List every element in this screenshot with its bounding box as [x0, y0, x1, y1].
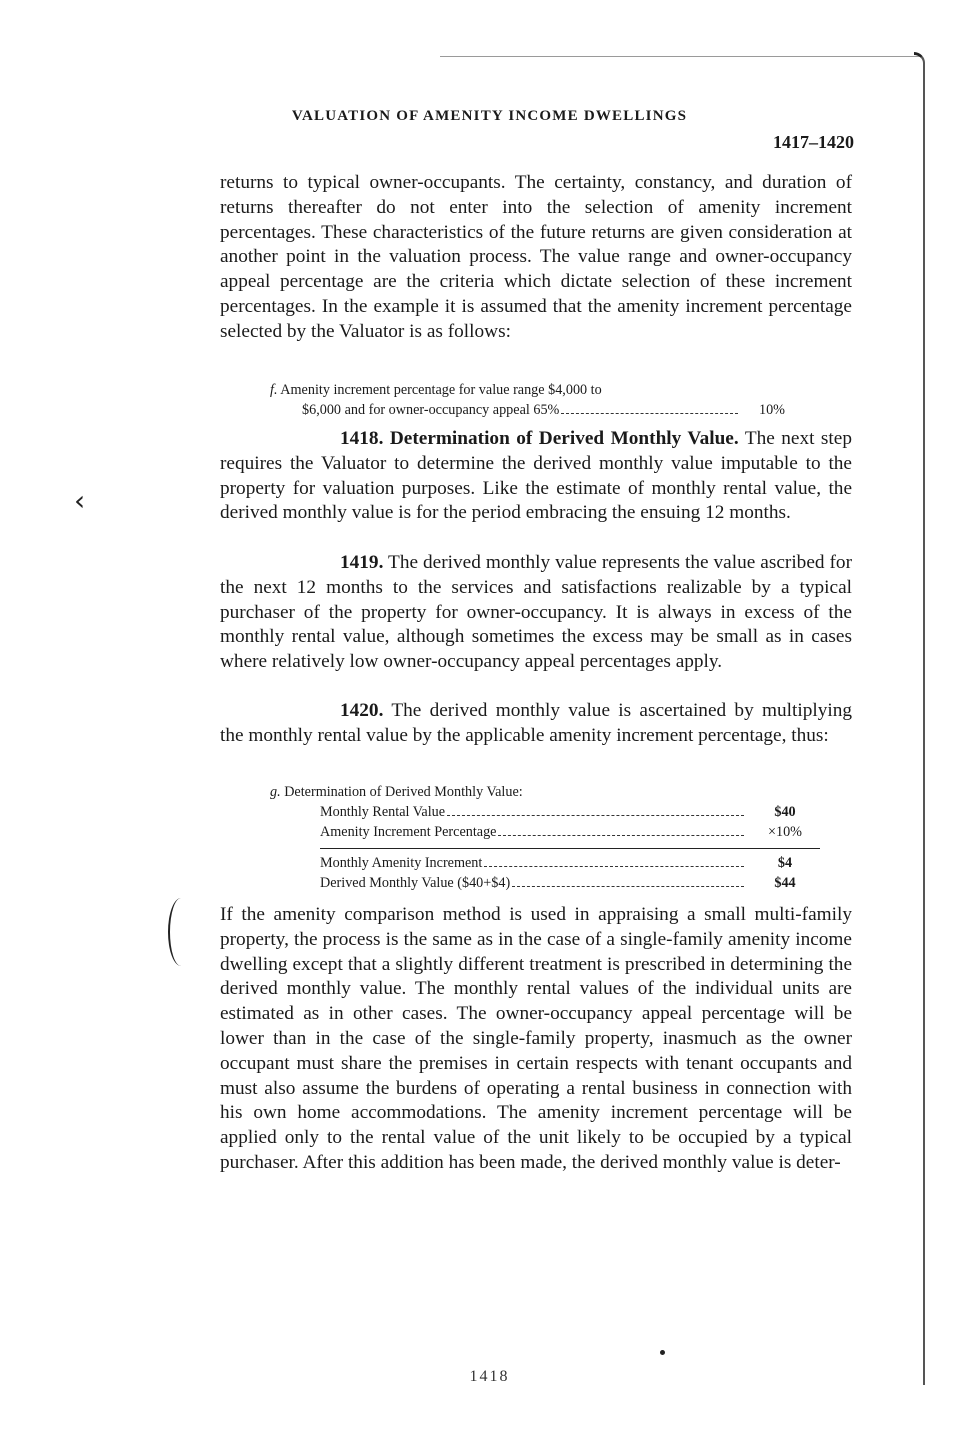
paragraph-intro [220, 171, 852, 345]
section-1420-body: The derived monthly value is ascertained by multiplying the monthly rental value by the applicable amenity increment percentage, thus: [220, 700, 852, 746]
sum-rule [320, 848, 820, 849]
table-row: Monthly Rental Value $40 [320, 804, 796, 820]
paragraph-1418 [220, 427, 852, 526]
table-row: Amenity Increment Percentage ×10% [320, 824, 802, 840]
paragraph-text: If the amenity comparison method is used in appraising a small multi-family property, the process is the same as in the case of a single-family amenity income dwelling except that a slightly different treatment is prescribed in determining the derived monthly value. The monthly rental values of the individual units are estimated as in other cases. The owner-occupancy appeal percentage will be lower than in the case of the single-family property, inasmuch as the owner occupant must share the premises in certain respects with tenant occupants and must also assume the burdens of operating a rental business in connection with his own home accommodations. The amenity increment percentage will be applied only to the rental value of the unit likely to be occupied by a typical purchaser. After this addition has been made, the derived monthly value is deter- [220, 904, 852, 1173]
item-f-line2: $6,000 and for owner-occupancy appeal 65% [302, 402, 560, 418]
page-number: 1418 [469, 1368, 510, 1385]
section-1419-body: The derived monthly value represents the value ascribed for the next 12 months to the services and satisfactions realizable by a typical purchaser of the property for owner-occupancy. It is always in excess of the monthly rental value, although sometimes the excess may be small as in cases where relatively low owner-occupancy appeal percentages apply. [220, 552, 852, 673]
scan-edge-line [440, 56, 920, 59]
item-f-value: 10% [758, 402, 785, 418]
paragraph-text: returns to typical owner-occupants. The certainty, constancy, and duration of returns thereafter do not enter into the selection of amenity increment percentages. These characteristics of the future returns are given consideration at another point in the valuation process. The value range and owner-occupancy appeal percentage are the criteria which dictate selection of these increment percentages. In the example it is assumed that the amenity increment percentage selected by the Valuator is as follows: [220, 172, 852, 342]
leader-dots [498, 835, 744, 836]
leader-dots [484, 866, 744, 867]
page-corner-edge [914, 52, 925, 1385]
section-range: 1417–1420 [773, 132, 854, 152]
item-f-line1: Amenity increment percentage for value range $4,000 to [280, 382, 602, 398]
paragraph-1420 [220, 699, 852, 749]
item-f-letter: f. [270, 382, 278, 398]
running-header-title: VALUATION OF AMENITY INCOME DWELLINGS [291, 108, 688, 124]
item-f [270, 380, 800, 420]
ink-dot [660, 1350, 665, 1355]
table-row: Monthly Amenity Increment $4 [320, 855, 793, 871]
item-g-letter: g. [270, 784, 281, 800]
paragraph-multifamily [220, 903, 852, 1176]
margin-mark-icon: ‹ [74, 484, 86, 517]
item-g-title: Determination of Derived Monthly Value: [284, 784, 523, 800]
leader-dots [561, 413, 738, 414]
section-1420-number: 1420. [340, 700, 384, 721]
leader-dots [512, 886, 744, 887]
table-row: Derived Monthly Value ($40+$4) $44 [320, 875, 796, 891]
section-1419-number: 1419. [340, 552, 384, 573]
handwritten-parenthesis-mark [168, 898, 194, 966]
leader-dots [447, 815, 744, 816]
section-1418-body: The next step requires the Valuator to determine the derived monthly value imputable to the property for valuation purposes. Like the estimate of monthly rental value, the derived monthly value is for the period embracing the ensuing 12 months. [220, 428, 852, 524]
item-g-table [270, 782, 820, 893]
section-1418-heading: 1418. Determination of Derived Monthly Value. [340, 428, 739, 449]
paragraph-1419 [220, 551, 852, 675]
